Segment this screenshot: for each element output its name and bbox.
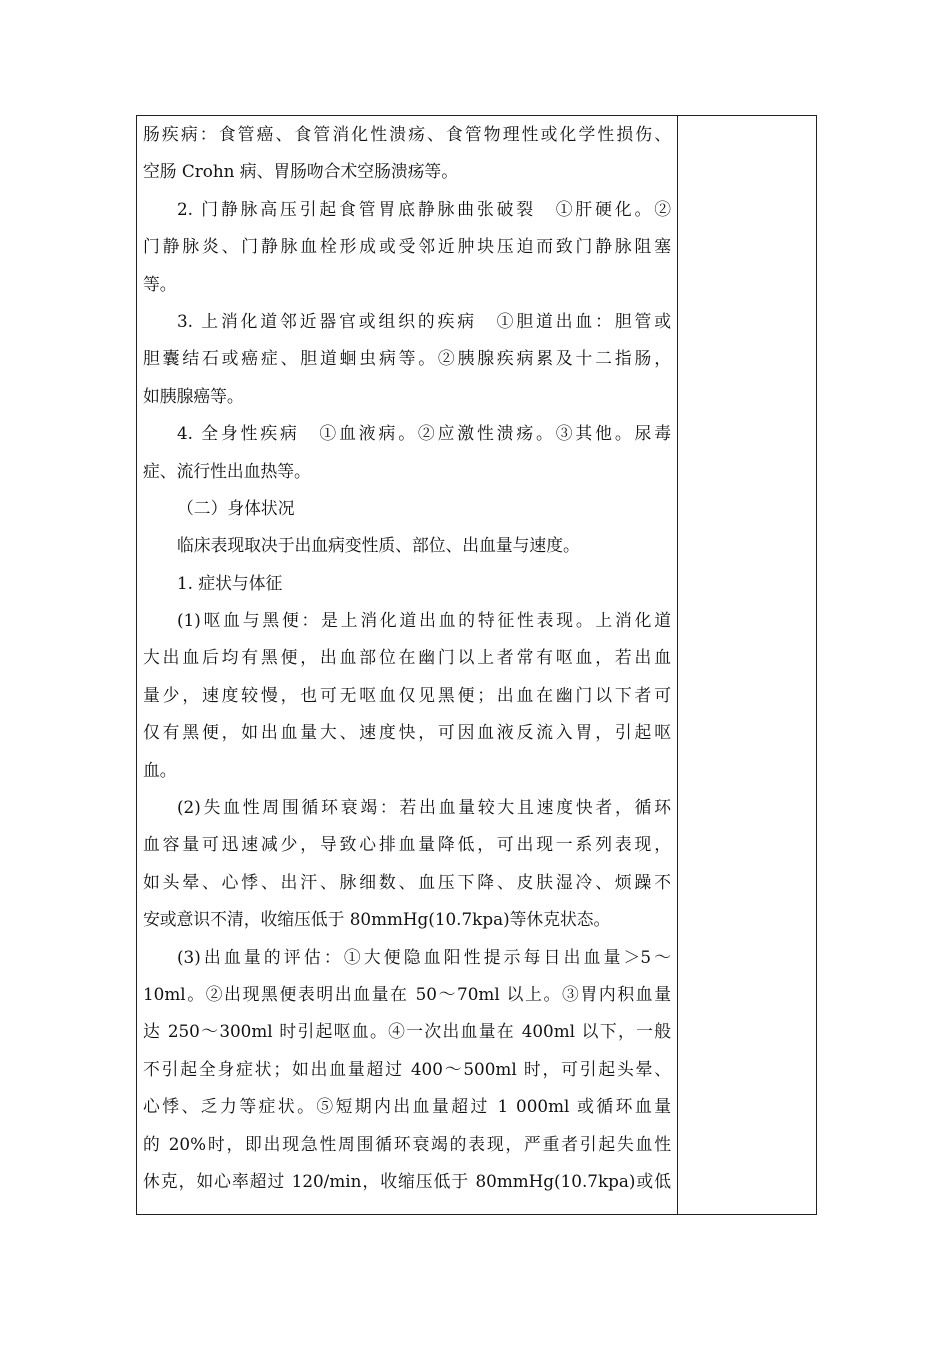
text-line: (1)呕血与黑便：是上消化道出血的特征性表现。上消化道 [177,610,671,631]
text-line: 肠疾病：食管癌、食管消化性溃疡、食管物理性或化学性损伤、 [143,124,671,144]
text-line: 10ml。②出现黑便表明出血量在 50～70ml 以上。③胃内积血量 [143,983,671,1004]
content-table [136,115,817,1215]
notes-column [678,116,816,1214]
text-line: 休克，如心率超过 120/min，收缩压低于 80mmHg(10.7kpa)或低 [143,1170,671,1191]
text-line: 空肠 Crohn 病、胃肠吻合术空肠溃疡等。 [143,161,458,182]
text-line: 血容量可迅速减少，导致心排血量降低，可出现一系列表现， [143,834,671,855]
text-line: 量少，速度较慢，也可无呕血仅见黑便；出血在幽门以下者可 [143,684,671,705]
text-line: 临床表现取决于出血病变性质、部位、出血量与速度。 [177,535,580,556]
text-line: 血。 [143,759,177,780]
text-line: 如头晕、心悸、出汗、脉细数、血压下降、皮肤湿冷、烦躁不 [143,871,671,892]
text-line: 仅有黑便，如出血量大、速度快，可因血液反流入胃，引起呕 [143,722,671,743]
text-line: 症、流行性出血热等。 [143,460,311,481]
text-line: 1. 症状与体征 [177,572,283,593]
text-line: 达 250～300ml 时引起呕血。④一次出血量在 400ml 以下，一般 [143,1021,671,1042]
main-text-column [143,116,671,1200]
text-line: 如胰腺癌等。 [143,385,244,406]
text-line: 胆囊结石或癌症、胆道蛔虫病等。②胰腺疾病累及十二指肠， [143,348,671,369]
text-line: (2)失血性周围循环衰竭：若出血量较大且速度快者，循环 [177,797,671,818]
text-line: 不引起全身症状；如出血量超过 400～500ml 时，可引起头晕、 [143,1058,671,1079]
text-line: 3. 上消化道邻近器官或组织的疾病 ①胆道出血：胆管或 [177,310,671,331]
text-line: 大出血后均有黑便，出血部位在幽门以上者常有呕血，若出血 [143,647,671,668]
text-line: (3)出血量的评估：①大便隐血阳性提示每日出血量＞5～ [177,946,671,967]
text-line: 等。 [143,273,177,294]
text-line: 4. 全身性疾病 ①血液病。②应激性溃疡。③其他。尿毒 [177,423,671,444]
text-line: 心悸、乏力等症状。⑤短期内出血量超过 1 000ml 或循环血量 [143,1096,671,1117]
text-line: 门静脉炎、门静脉血栓形成或受邻近肿块压迫而致门静脉阻塞 [143,236,671,257]
text-line: （二）身体状况 [177,497,295,518]
text-line: 的 20%时，即出现急性周围循环衰竭的表现，严重者引起失血性 [143,1133,671,1154]
text-line: 2. 门静脉高压引起食管胃底静脉曲张破裂 ①肝硬化。② [177,198,671,219]
text-line: 安或意识不清，收缩压低于 80mmHg(10.7kpa)等休克状态。 [143,909,611,930]
